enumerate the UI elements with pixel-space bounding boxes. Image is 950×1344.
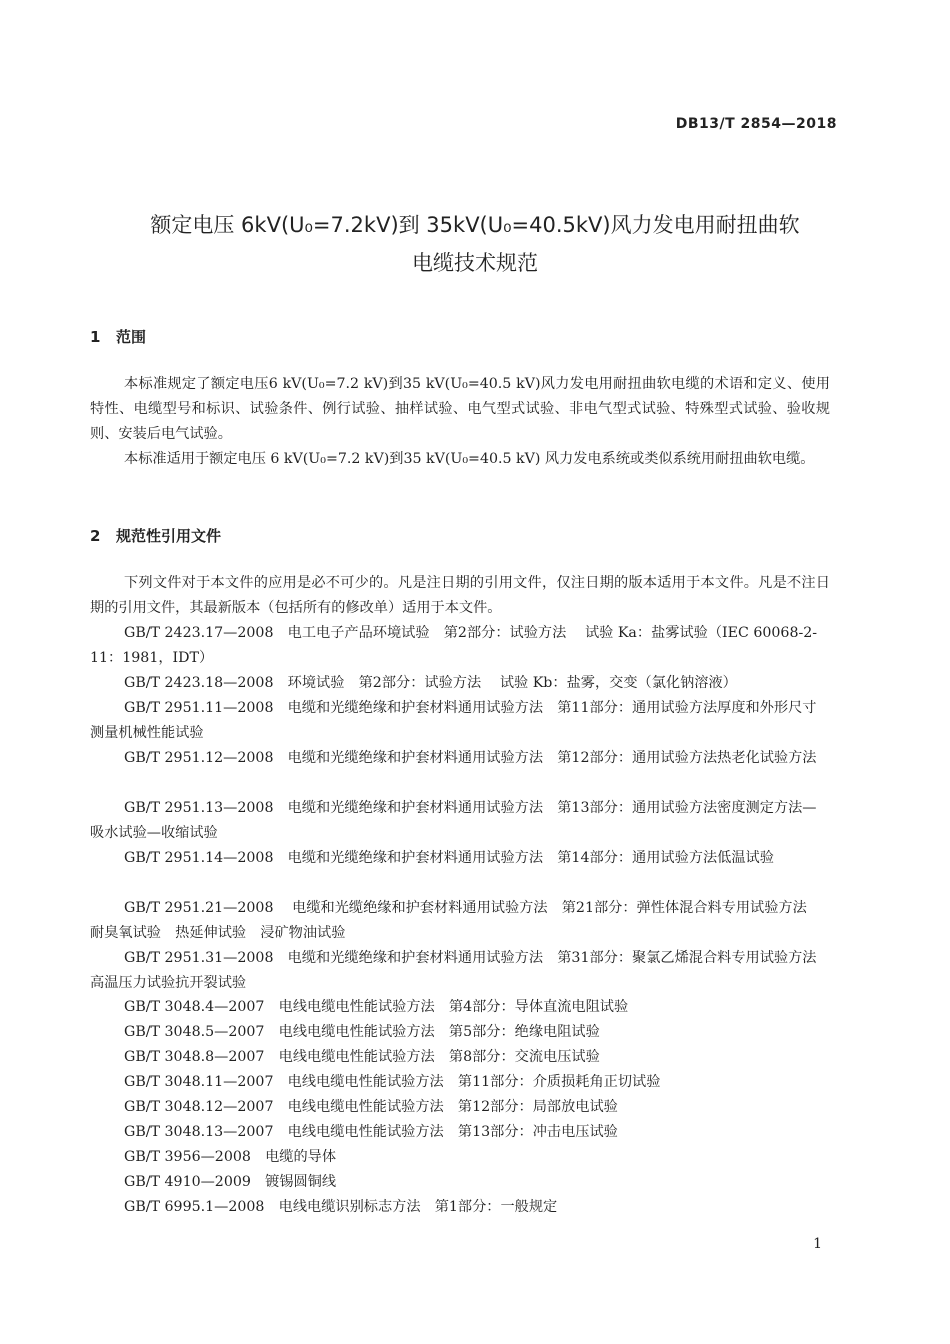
section-heading bbox=[90, 525, 221, 546]
page-title bbox=[70, 206, 880, 282]
reference-item: GB/T 3048.13—2007 电线电缆电性能试验方法 第13部分：冲击电压试验 bbox=[124, 1124, 618, 1140]
reference-item: GB/T 2951.14—2008 电缆和光缆绝缘和护套材料通用试验方法 第14部分：通用试验方法低温试验 bbox=[124, 850, 774, 866]
reference-item: GB/T 3956—2008 电缆的导体 bbox=[124, 1149, 337, 1165]
page-number: 1 bbox=[813, 1236, 822, 1252]
reference-item: GB/T 2951.31—2008 电缆和光缆绝缘和护套材料通用试验方法 第31部分：聚氯乙烯混合料专用试验方法高温压力试验抗开裂试验 bbox=[90, 950, 817, 991]
reference-item: GB/T 3048.8—2007 电线电缆电性能试验方法 第8部分：交流电压试验 bbox=[124, 1049, 600, 1065]
section-title: 规范性引用文件 bbox=[116, 527, 222, 545]
reference-item: GB/T 3048.11—2007 电线电缆电性能试验方法 第11部分：介质损耗角正切试验 bbox=[124, 1074, 661, 1090]
reference-item: GB/T 2951.13—2008 电缆和光缆绝缘和护套材料通用试验方法 第13部分：通用试验方法密度测定方法—吸水试验—收缩试验 bbox=[90, 800, 817, 841]
reference-item: GB/T 2423.17—2008 电工电子产品环境试验 第2部分：试验方法 试验 Ka：盐雾试验（IEC 60068-2-11：1981，IDT） bbox=[90, 625, 818, 666]
title-line-2: 电缆技术规范 bbox=[412, 251, 538, 275]
reference-item: GB/T 3048.4—2007 电线电缆电性能试验方法 第4部分：导体直流电阻试验 bbox=[124, 999, 629, 1015]
paragraph: 本标准规定了额定电压6 kV(U₀=7.2 kV)到35 kV(U₀=40.5 kV)风力发电用耐扭曲软电缆的术语和定义、使用特性、电缆型号和标识、试验条件、例行试验、抽样试验、电气型式试验、非电气型式试验、特殊型式试验、验收规则、安装后电气试验。 bbox=[90, 376, 830, 442]
reference-item: GB/T 6995.1—2008 电线电缆识别标志方法 第1部分：一般规定 bbox=[124, 1199, 558, 1215]
reference-item: GB/T 2951.21—2008 电缆和光缆绝缘和护套材料通用试验方法 第21部分：弹性体混合料专用试验方法 耐臭氧试验 热延伸试验 浸矿物油试验 bbox=[90, 900, 821, 941]
paragraph: 下列文件对于本文件的应用是必不可少的。凡是注日期的引用文件，仅注日期的版本适用于本文件。凡是不注日期的引用文件，其最新版本（包括所有的修改单）适用于本文件。 bbox=[90, 575, 830, 616]
reference-item: GB/T 3048.5—2007 电线电缆电性能试验方法 第5部分：绝缘电阻试验 bbox=[124, 1024, 600, 1040]
reference-item: GB/T 3048.12—2007 电线电缆电性能试验方法 第12部分：局部放电试验 bbox=[124, 1099, 618, 1115]
reference-item: GB/T 2951.12—2008 电缆和光缆绝缘和护套材料通用试验方法 第12部分：通用试验方法热老化试验方法 bbox=[124, 750, 817, 766]
reference-item: GB/T 4910—2009 镀锡圆铜线 bbox=[124, 1174, 337, 1190]
section-number: 1 bbox=[90, 328, 101, 346]
reference-item: GB/T 2423.18—2008 环境试验 第2部分：试验方法 试验 Kb：盐雾，交变（氯化钠溶液） bbox=[124, 675, 737, 691]
section-number: 2 bbox=[90, 527, 101, 545]
doc-code: DB13/T 2854—2018 bbox=[675, 116, 837, 132]
title-line-1: 额定电压 6kV(U₀=7.2kV)到 35kV(U₀=40.5kV)风力发电用耐扭曲软 bbox=[150, 213, 800, 237]
section-title: 范围 bbox=[116, 328, 147, 346]
reference-item: GB/T 2951.11—2008 电缆和光缆绝缘和护套材料通用试验方法 第11部分：通用试验方法厚度和外形尺寸测量机械性能试验 bbox=[90, 700, 817, 741]
section-heading bbox=[90, 326, 146, 347]
paragraph: 本标准适用于额定电压 6 kV(U₀=7.2 kV)到35 kV(U₀=40.5 kV) 风力发电系统或类似系统用耐扭曲软电缆。 bbox=[124, 451, 815, 467]
